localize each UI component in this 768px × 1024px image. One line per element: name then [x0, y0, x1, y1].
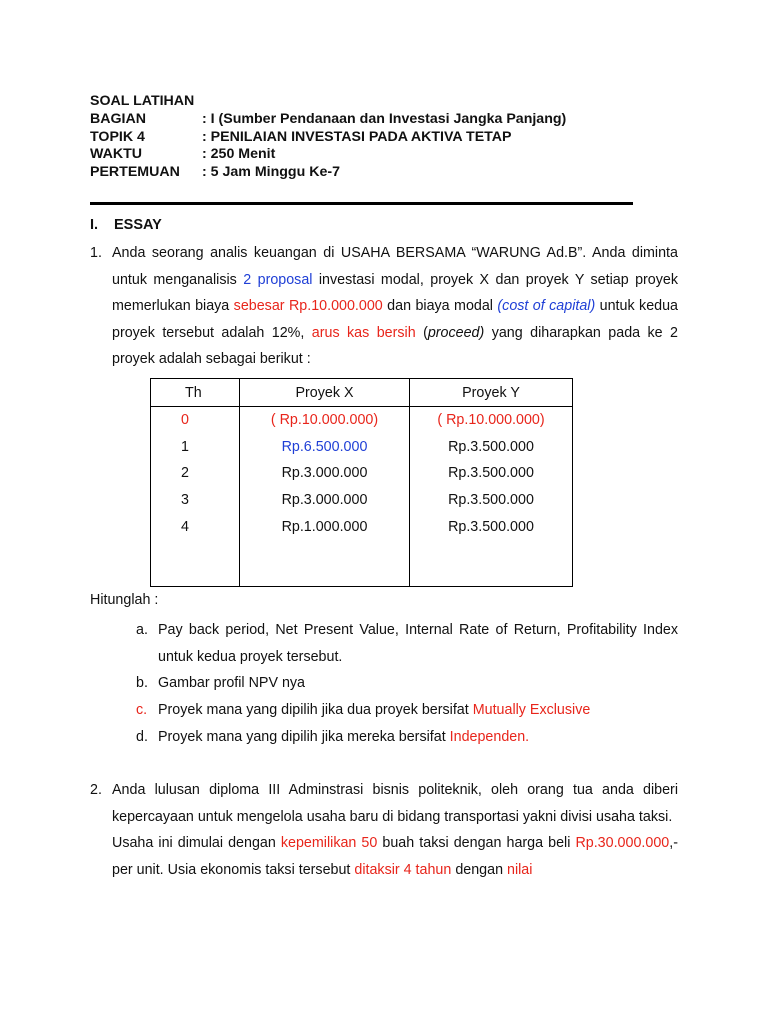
text-run: dan biaya modal: [382, 298, 498, 314]
text-run: ,- per unit. Usia ekonomis taksi tersebut: [112, 835, 678, 878]
text-run: investasi modal, proyek X dan proyek Y setiap proyek memerlukan biaya: [112, 271, 678, 314]
table-row: [151, 434, 573, 461]
text-run: untuk kedua proyek tersebut adalah 12%,: [112, 298, 678, 341]
table-cell: [240, 540, 410, 587]
header-label: PERTEMUAN: [90, 164, 180, 181]
text-run-red: sebesar Rp.10.000.000: [233, 298, 383, 314]
table-cell: [151, 540, 240, 587]
subquestion-letter: c.: [136, 702, 148, 718]
header-row-waktu: [90, 146, 566, 164]
table-row: [151, 460, 573, 487]
table-cell: [151, 434, 240, 461]
subquestion-text: Gambar profil NPV nya: [158, 675, 305, 691]
table-header-cell: [151, 379, 240, 407]
header-label: BAGIAN: [90, 110, 146, 127]
table-cell: Rp.3.500.000: [410, 460, 573, 487]
text-run: Usaha ini dimulai dengan: [112, 835, 281, 851]
table-cell: [151, 460, 240, 487]
section-number: I.: [90, 217, 99, 233]
header-row-bagian: [90, 111, 566, 129]
header-label: TOPIK 4: [90, 128, 145, 145]
table-cell: [151, 513, 240, 540]
question-text: [112, 240, 678, 373]
table-cell: Rp.1.000.000: [240, 513, 410, 540]
header-text: Th: [185, 384, 202, 401]
table-cell: Rp.6.500.000: [240, 434, 410, 461]
header-label: WAKTU: [90, 146, 143, 163]
text-run-red: Mutually Exclusive: [472, 702, 591, 718]
text-run-red: Independen.: [449, 729, 530, 745]
table-row: [151, 407, 573, 434]
table-header-cell: Proyek Y: [410, 379, 573, 407]
table-cell: Rp.3.500.000: [410, 513, 573, 540]
text-run: (: [415, 324, 428, 341]
subquestion-c: [136, 697, 678, 724]
text-run-red: ditaksir 4 tahun: [354, 861, 452, 878]
section-title: ESSAY: [114, 217, 162, 233]
header-title: SOAL LATIHAN: [90, 93, 195, 109]
text-run-blue: (cost of capital): [497, 298, 596, 314]
question-text-continued: [112, 830, 678, 883]
cell-text: 4: [181, 518, 189, 535]
text-run-red: arus kas bersih: [311, 324, 416, 341]
header-value: : PENILAIAN INVESTASI PADA AKTIVA TETAP: [202, 128, 512, 145]
header-value: : I (Sumber Pendanaan dan Investasi Jangka Panjang): [202, 110, 567, 127]
cell-text: 0: [181, 412, 189, 429]
cell-text: 2: [181, 465, 189, 482]
table-cell: [151, 487, 240, 514]
table-cell: Rp.3.500.000: [410, 434, 573, 461]
text-run-blue: 2 proposal: [243, 271, 313, 288]
header-row-topik: [90, 129, 566, 147]
text-run: dengan: [451, 861, 507, 878]
cell-text: 1: [181, 438, 189, 455]
subquestion-b: [136, 670, 678, 697]
subquestion-text: Pay back period, Net Present Value, Internal Rate of Return, Profitability Index untuk kedua proyek tersebut.: [158, 622, 678, 665]
text-run-red: nilai: [507, 861, 533, 878]
table-cell: ( Rp.10.000.000): [410, 407, 573, 434]
table-header-cell: Proyek X: [240, 379, 410, 407]
table-cell: [410, 540, 573, 587]
subquestion-letter: d.: [136, 729, 148, 745]
text-run-red: kepemilikan 50: [280, 835, 378, 851]
question-number: 2.: [90, 782, 102, 798]
subquestion-text: [158, 724, 678, 751]
text-run-italic: proceed): [427, 324, 485, 341]
header-value: : 5 Jam Minggu Ke-7: [202, 164, 340, 181]
header-row-pertemuan: [90, 164, 566, 182]
text-run: Anda seorang analis keuangan di USAHA BERSAMA “WARUNG Ad.B”. Anda diminta untuk menganalisis: [112, 245, 678, 288]
question-number: 1.: [90, 245, 102, 261]
table-header-row: [151, 379, 573, 407]
text-run-red: Rp.30.000.000: [575, 835, 670, 851]
table-cell: Rp.3.000.000: [240, 460, 410, 487]
subquestion-text: [158, 697, 678, 724]
question-2: [90, 777, 678, 883]
subquestion-letter: b.: [136, 675, 148, 691]
text-run: Proyek mana yang dipilih jika mereka bersifat: [158, 729, 450, 745]
table-cell: [151, 407, 240, 434]
question-text: Anda lulusan diploma III Adminstrasi bisnis politeknik, oleh orang tua anda diberi kepercayaan untuk mengelola usaha baru di bidang transportasi yakni divisi usaha taksi.: [112, 782, 678, 825]
table-row: [151, 487, 573, 514]
table-row-empty: [151, 540, 573, 587]
table-row: [151, 513, 573, 540]
header-value: : 250 Menit: [202, 146, 276, 163]
cashflow-table: [150, 378, 573, 587]
hitunglah-label: Hitunglah :: [90, 592, 159, 608]
section-heading: [90, 217, 162, 233]
subquestion-letter: a.: [136, 622, 148, 638]
header-divider: [90, 202, 633, 205]
table-cell: Rp.3.500.000: [410, 487, 573, 514]
document-header: [90, 93, 566, 182]
table-cell: Rp.3.000.000: [240, 487, 410, 514]
question-1: [90, 240, 678, 373]
text-run: yang diharapkan pada ke 2 proyek adalah sebagai berikut :: [112, 324, 679, 367]
text-run: buah taksi dengan harga beli: [377, 835, 576, 851]
text-run: Proyek mana yang dipilih jika dua proyek bersifat: [158, 702, 473, 718]
subquestion-a: [136, 617, 678, 670]
table-cell: ( Rp.10.000.000): [240, 407, 410, 434]
subquestion-d: [136, 724, 678, 751]
cell-text: 3: [181, 492, 189, 509]
